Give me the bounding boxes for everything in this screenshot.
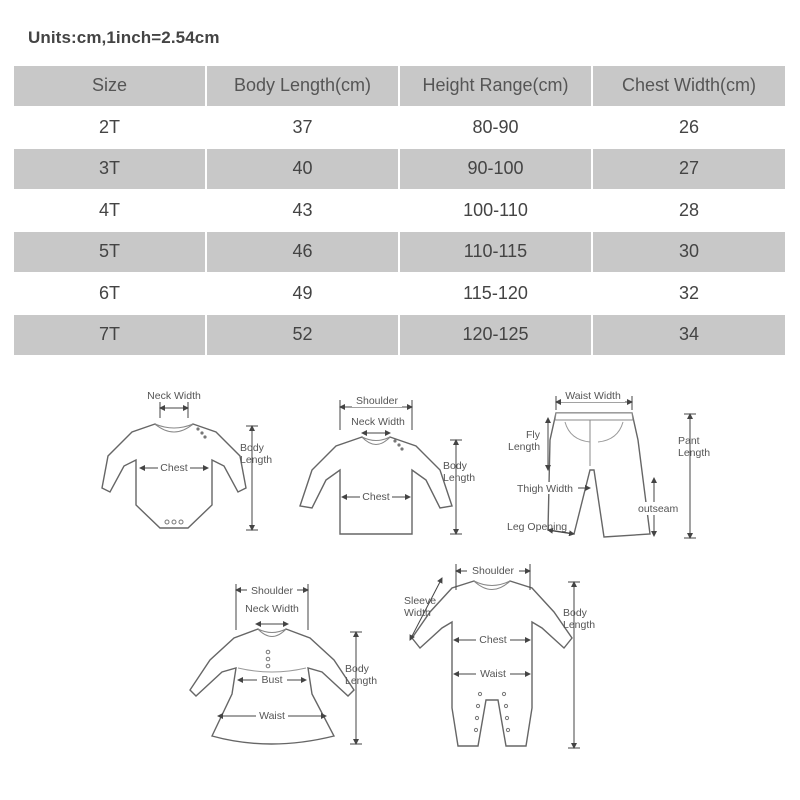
- dress-body-label: Body: [345, 663, 369, 675]
- table-row: [14, 148, 785, 190]
- size-chart-table: [14, 66, 785, 357]
- bodysuit-chest-label: Chest: [160, 462, 188, 474]
- pants-thigh-width-label: Thigh Width: [517, 483, 574, 495]
- cell-chest-width: 34: [592, 314, 785, 356]
- bodysuit-length-label: Length: [240, 454, 273, 466]
- header-height-range: Height Range(cm): [399, 66, 592, 107]
- romper-shoulder-label: Shoulder: [471, 565, 515, 577]
- cell-body-length: 37: [206, 107, 399, 149]
- cell-body-length: 49: [206, 273, 399, 315]
- measurement-diagrams: [0, 360, 800, 800]
- dress-outline: [190, 629, 354, 744]
- dress-bust-label: Bust: [261, 674, 283, 686]
- romper-diagram: [404, 564, 595, 748]
- cell-height-range: 100-110: [399, 190, 592, 232]
- table-row: [14, 273, 785, 315]
- cell-height-range: 80-90: [399, 107, 592, 149]
- pants-pant-label: Pant: [678, 435, 700, 447]
- cell-size: 3T: [14, 148, 206, 190]
- cell-chest-width: 28: [592, 190, 785, 232]
- bodysuit-body-label: Body: [240, 442, 264, 454]
- romper-width-label: Width: [404, 607, 431, 619]
- pants-pant-length-label: Length: [678, 447, 711, 459]
- table-row: [14, 107, 785, 149]
- table-row: [14, 190, 785, 232]
- romper-sleeve-label: Sleeve: [404, 595, 437, 607]
- table-row: [14, 231, 785, 273]
- tshirt-shoulder-label: Shoulder: [355, 395, 399, 407]
- table-row: [14, 314, 785, 356]
- cell-size: 7T: [14, 314, 206, 356]
- cell-height-range: 90-100: [399, 148, 592, 190]
- romper-chest-label: Chest: [479, 634, 507, 646]
- dress-diagram: [190, 583, 377, 744]
- pants-outline: [548, 413, 650, 537]
- cell-chest-width: 32: [592, 273, 785, 315]
- pants-outseam-label: outseam: [638, 503, 679, 515]
- bodysuit-diagram: [102, 390, 272, 530]
- romper-body-label: Body: [563, 607, 587, 619]
- romper-length-label: Length: [563, 619, 596, 631]
- tshirt-neck-width-label: Neck Width: [351, 416, 405, 428]
- cell-chest-width: 27: [592, 148, 785, 190]
- cell-height-range: 115-120: [399, 273, 592, 315]
- dress-neck-width-label: Neck Width: [245, 603, 299, 615]
- cell-size: 2T: [14, 107, 206, 149]
- cell-height-range: 110-115: [399, 231, 592, 273]
- pants-diagram: [507, 389, 710, 538]
- cell-body-length: 43: [206, 190, 399, 232]
- tshirt-body-label: Body: [443, 460, 467, 472]
- bodysuit-neck-width-label: Neck Width: [147, 390, 201, 402]
- dress-length-label: Length: [345, 675, 378, 687]
- dress-shoulder-label: Shoulder: [250, 585, 294, 597]
- cell-chest-width: 30: [592, 231, 785, 273]
- pants-fly-length-label: Length: [508, 441, 541, 453]
- cell-size: 6T: [14, 273, 206, 315]
- cell-body-length: 46: [206, 231, 399, 273]
- pants-fly-label: Fly: [526, 429, 540, 441]
- units-note: Units:cm,1inch=2.54cm: [28, 28, 220, 47]
- cell-size: 5T: [14, 231, 206, 273]
- tshirt-diagram: [300, 394, 475, 534]
- pants-waistband: [555, 413, 633, 420]
- cell-size: 4T: [14, 190, 206, 232]
- cell-body-length: 52: [206, 314, 399, 356]
- header-body-length: Body Length(cm): [206, 66, 399, 107]
- cell-body-length: 40: [206, 148, 399, 190]
- header-size: Size: [14, 66, 206, 107]
- tshirt-outline: [300, 437, 452, 534]
- cell-height-range: 120-125: [399, 314, 592, 356]
- bodysuit-outline: [102, 424, 246, 528]
- pants-waist-width-label: Waist Width: [565, 390, 621, 402]
- romper-waist-label: Waist: [480, 668, 506, 680]
- header-chest-width: Chest Width(cm): [592, 66, 785, 107]
- table-header-row: [14, 66, 785, 107]
- tshirt-chest-label: Chest: [362, 491, 390, 503]
- pants-leg-opening-label: Leg Opening: [507, 521, 568, 533]
- tshirt-length-label: Length: [443, 472, 476, 484]
- cell-chest-width: 26: [592, 107, 785, 149]
- dress-waist-label: Waist: [259, 710, 285, 722]
